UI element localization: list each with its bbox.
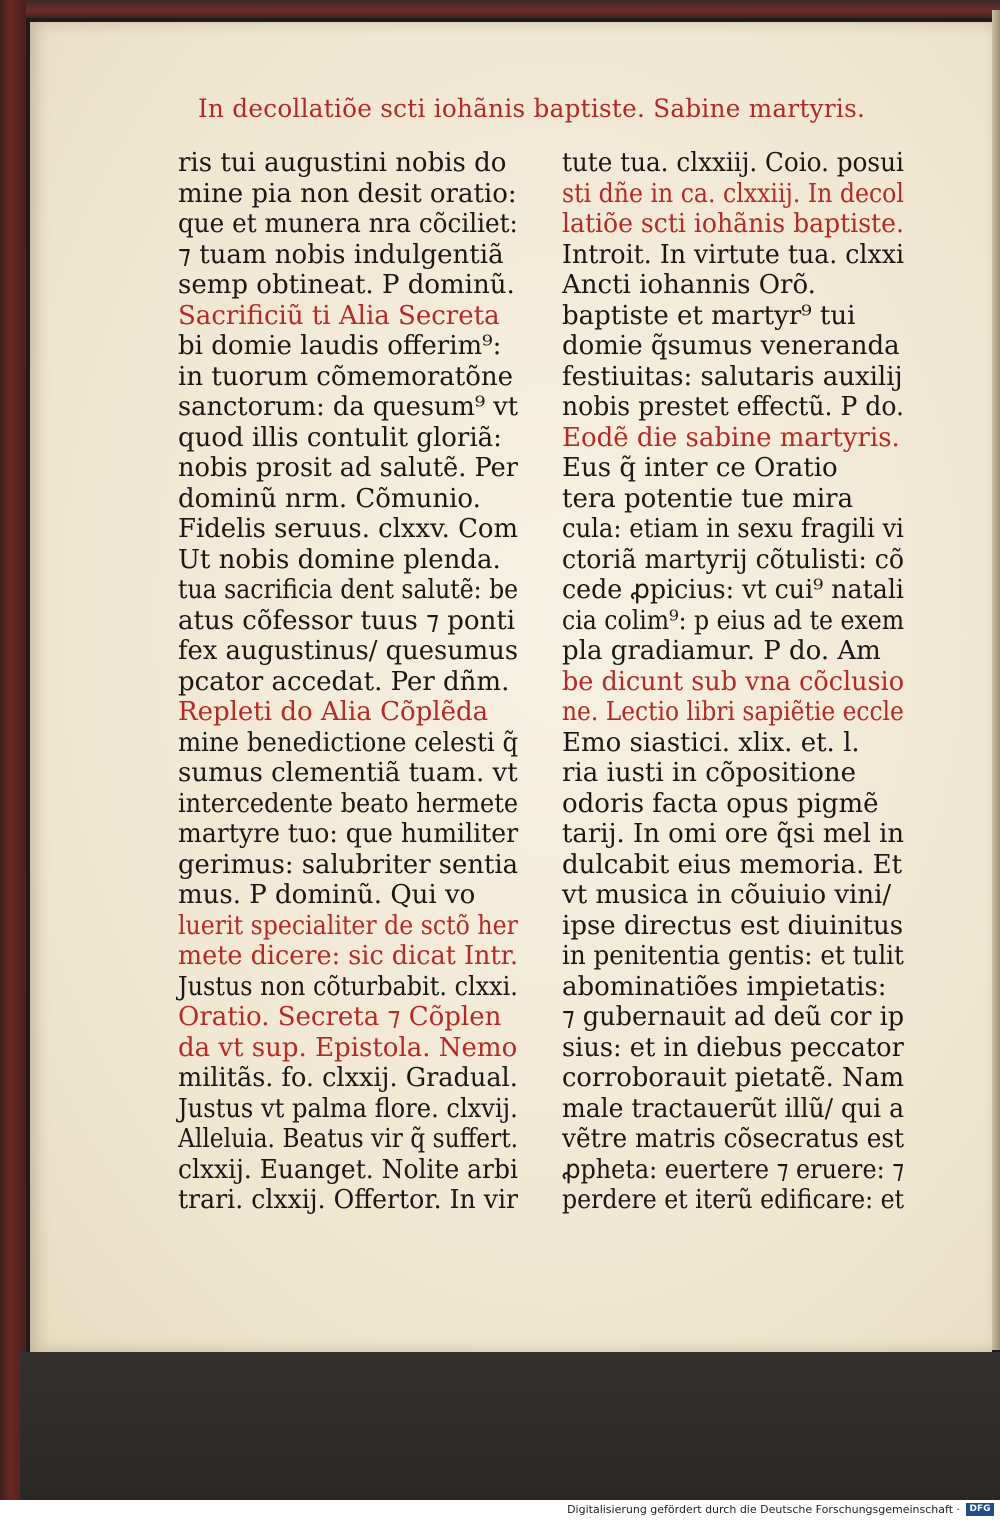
text-line: luerit specialiter de sctõ her <box>178 910 518 941</box>
book-binding-top <box>0 0 1000 18</box>
text-line: mine benedictione celesti q̃ <box>178 727 519 758</box>
text-line: pla gradiamur. P do. Am <box>562 636 881 666</box>
text-line: vt musica in cõuiuio vini/ <box>562 880 892 910</box>
text-line: semp obtineat. P dominũ. <box>178 270 515 300</box>
text-line: trari. clxxij. Offertor. In vir <box>178 1185 519 1215</box>
text-line: mete dicere: sic dicat Intr. <box>178 941 519 971</box>
text-line: dominũ nrm. Cõmunio. <box>178 483 481 514</box>
text-line: pcator accedat. Per dñm. <box>178 666 510 697</box>
text-column-right <box>562 148 904 1216</box>
text-line: martyre tuo: que humiliter <box>178 819 519 849</box>
text-line: Eus q̃ inter ce Oratio <box>562 453 838 483</box>
text-line: Ancti iohannis Orõ. <box>562 270 816 300</box>
text-line: ctoriã martyrij cõtulisti: cõ <box>562 544 905 575</box>
text-line: ⁊ gubernauit ad deũ cor ip <box>562 1002 905 1032</box>
text-line: festiuitas: salutaris auxilij <box>562 361 903 392</box>
text-line: domie q̃sumus veneranda <box>562 331 900 361</box>
text-line: cia colim⁹: p eius ad te exem <box>562 605 905 636</box>
text-line: ne. Lectio libri sapiẽtie eccle <box>562 697 904 727</box>
text-line: sumus clementiã tuam. vt <box>178 758 518 788</box>
footer-credit: Digitalisierung gefördert durch die Deutsche Forschungsgemeinschaft · <box>567 1503 960 1516</box>
text-line: ria iusti in cõpositione <box>562 758 856 788</box>
text-line: Emo siastici. xlix. et. l. <box>562 727 860 758</box>
text-line: da vt sup. Epistola. Nemo <box>178 1032 518 1063</box>
text-line: baptiste et martyr⁹ tui <box>562 300 856 331</box>
text-line: Repleti do Alia Cõplẽda <box>178 697 489 727</box>
text-line: dulcabit eius memoria. Et <box>562 849 903 880</box>
text-line: be dicunt sub vna cõclusio <box>562 666 905 697</box>
text-line: que et munera nra cõciliet: <box>178 209 518 239</box>
text-line: abominatiões impietatis: <box>562 971 887 1002</box>
text-line: clxxij. Euanget. Nolite arbi <box>178 1154 518 1185</box>
text-line: perdere et iterũ edificare: et <box>562 1185 905 1215</box>
dfg-logo: DFG <box>966 1503 994 1516</box>
text-line: odoris facta opus pigmẽ <box>562 788 879 819</box>
text-line: Oratio. Secreta ⁊ Cõplen <box>178 1002 502 1032</box>
footer-bar <box>0 1500 1000 1520</box>
text-line: tarij. In omi ore q̃si mel in <box>562 819 905 849</box>
text-line: sanctorum: da quesum⁹ vt <box>178 392 519 422</box>
text-line: ris tui augustini nobis do <box>178 148 507 178</box>
running-head: In decollatiõe scti iohãnis baptiste. Sabine martyris. <box>198 94 866 123</box>
text-line: Eodẽ die sabine martyris. <box>562 422 900 453</box>
text-line: in tuorum cõmemoratõne <box>178 361 513 392</box>
text-line: Justus vt palma flore. clxvij. <box>178 1093 518 1124</box>
text-line: Alleluia. Beatus vir q̃ suffert. <box>178 1124 519 1154</box>
text-line: cede ꝓpicius: vt cui⁹ natali <box>562 575 905 605</box>
text-line: quod illis contulit gloriã: <box>178 422 502 453</box>
text-line: bi domie laudis offerim⁹: <box>178 331 502 361</box>
text-line: tera potentie tue mira <box>562 483 854 514</box>
text-line: mine pia non desit oratio: <box>178 178 517 209</box>
text-line: Sacrificiũ ti Alia Secreta <box>178 300 500 331</box>
text-line: latiõe scti iohãnis baptiste. <box>562 209 904 239</box>
text-line: ⁊ tuam nobis indulgentiã <box>178 239 504 270</box>
text-line: intercedente beato hermete <box>178 788 519 819</box>
text-line: cula: etiam in sexu fragili vi <box>562 514 904 544</box>
text-line: militãs. fo. clxxij. Gradual. <box>178 1063 518 1093</box>
text-line: sti dñe in ca. clxxiij. In decol <box>562 178 904 209</box>
text-column-left <box>178 148 518 1216</box>
text-line: nobis prosit ad salutẽ. Per <box>178 453 519 483</box>
text-line: Ut nobis domine plenda. <box>178 544 501 575</box>
text-line: Fidelis seruus. clxxv. Com <box>178 514 518 544</box>
text-line: in penitentia gentis: et tulit <box>562 941 904 971</box>
text-line: fex augustinus/ quesumus <box>178 636 519 666</box>
text-line: nobis prestet effectũ. P do. <box>562 392 904 422</box>
book-binding-left <box>0 0 26 1500</box>
text-line: Introit. In virtute tua. clxxi <box>562 239 905 270</box>
book-cover-below <box>20 1352 1000 1500</box>
text-line: sius: et in diebus peccator <box>562 1032 904 1063</box>
text-line: atus cõfessor tuus ⁊ ponti <box>178 605 516 636</box>
text-line: ipse directus est diuinitus <box>562 910 904 941</box>
text-line: Justus non cõturbabit. clxxi. <box>178 971 518 1002</box>
text-line: ꝓpheta: euertere ⁊ eruere: ⁊ <box>562 1154 905 1185</box>
text-line: gerimus: salubriter sentia <box>178 849 519 880</box>
text-line: vẽtre matris cõsecratus est <box>562 1124 905 1154</box>
text-line: tute tua. clxxiij. Coio. posui <box>562 148 904 178</box>
text-line: mus. P dominũ. Qui vo <box>178 880 476 910</box>
text-line: male tractauerũt illũ/ qui a <box>562 1093 905 1124</box>
page-edge <box>992 10 1000 1350</box>
text-line: tua sacrificia dent salutẽ: be <box>178 575 519 605</box>
text-line: corroborauit pietatẽ. Nam <box>562 1063 905 1093</box>
